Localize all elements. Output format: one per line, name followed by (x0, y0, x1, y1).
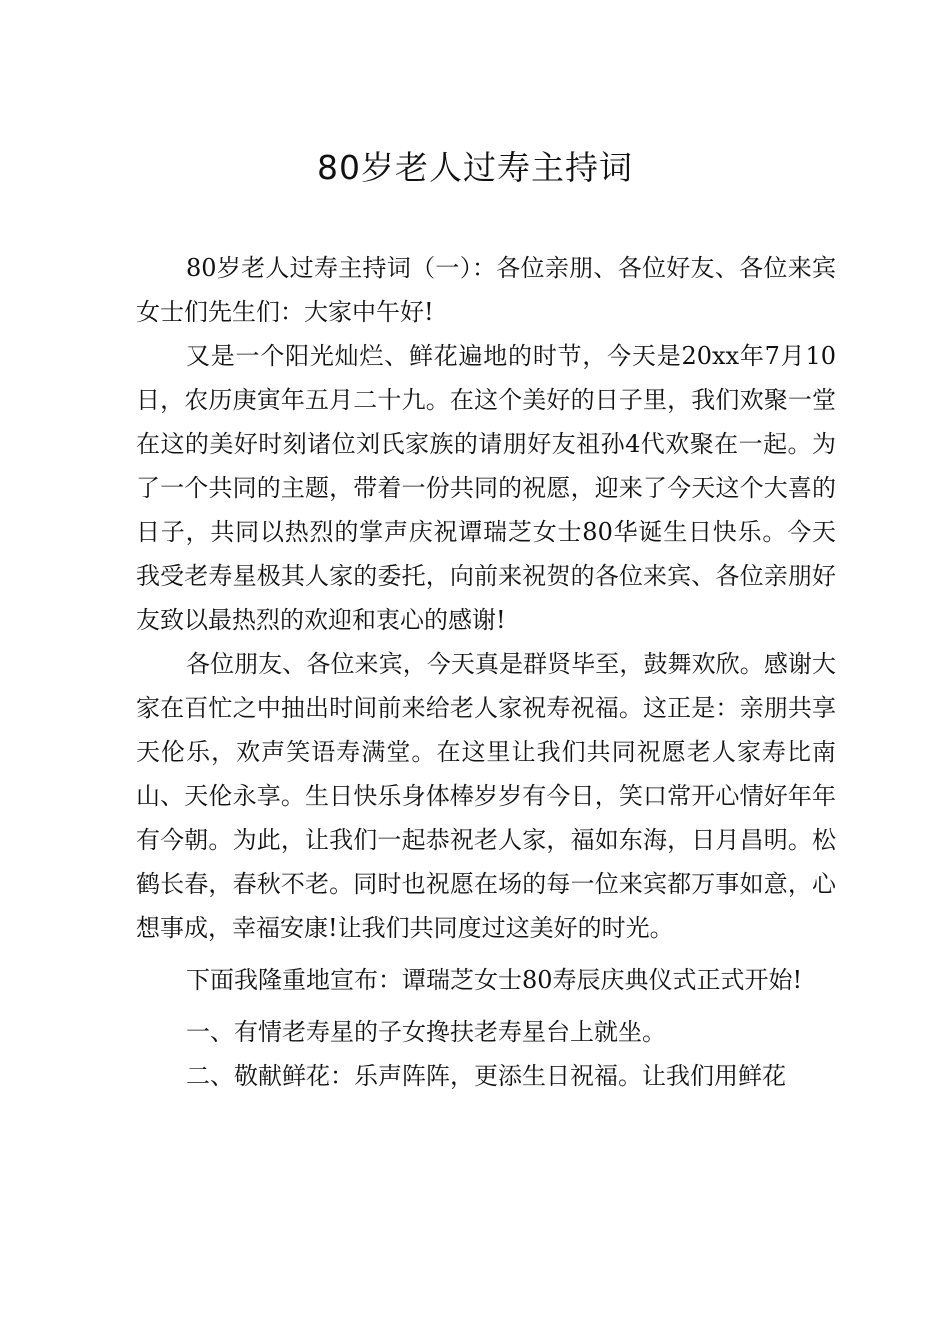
paragraph: 80岁老人过寿主持词（一）：各位亲朋、各位好友、各位来宾女士们先生们：大家中午好! (136, 254, 836, 326)
document-title: 80岁老人过寿主持词 (317, 148, 633, 187)
paragraph: 各位朋友、各位来宾，今天真是群贤毕至，鼓舞欢欣。感谢大家在百忙之中抽出时间前来给老人家祝寿祝福。这正是：亲朋共享天伦乐，欢声笑语寿满堂。在这里让我们共同祝愿老人家寿比南山、天伦永享。生日快乐身体棒岁岁有今日，笑口常开心情好年年有今朝。为此，让我们一起恭祝老人家，福如东海，日月昌明。松鹤长春，春秋不老。同时也祝愿在场的每一位来宾都万事如意，心想事成，幸福安康!让我们共同度过这美好的时光。 (136, 650, 836, 942)
paragraph: 一、有情老寿星的子女搀扶老寿星台上就坐。 (186, 1018, 666, 1046)
paragraph: 下面我隆重地宣布：谭瑞芝女士80寿辰庆典仪式正式开始! (186, 966, 803, 994)
paragraph: 又是一个阳光灿烂、鲜花遍地的时节，今天是20xx年7月10日，农历庚寅年五月二十九。在这个美好的日子里，我们欢聚一堂在这的美好时刻诸位刘氏家族的请朋好友祖孙4代欢聚在一起。为了一个共同的主题，带着一份共同的祝愿，迎来了今天这个大喜的日子，共同以热烈的掌声庆祝谭瑞芝女士80华诞生日快乐。今天我受老寿星极其人家的委托，向前来祝贺的各位来宾、各位亲朋好友致以最热烈的欢迎和衷心的感谢! (136, 342, 836, 634)
paragraph: 二、敬献鲜花：乐声阵阵，更添生日祝福。让我们用鲜花 (186, 1062, 786, 1090)
document-body (136, 246, 836, 1098)
